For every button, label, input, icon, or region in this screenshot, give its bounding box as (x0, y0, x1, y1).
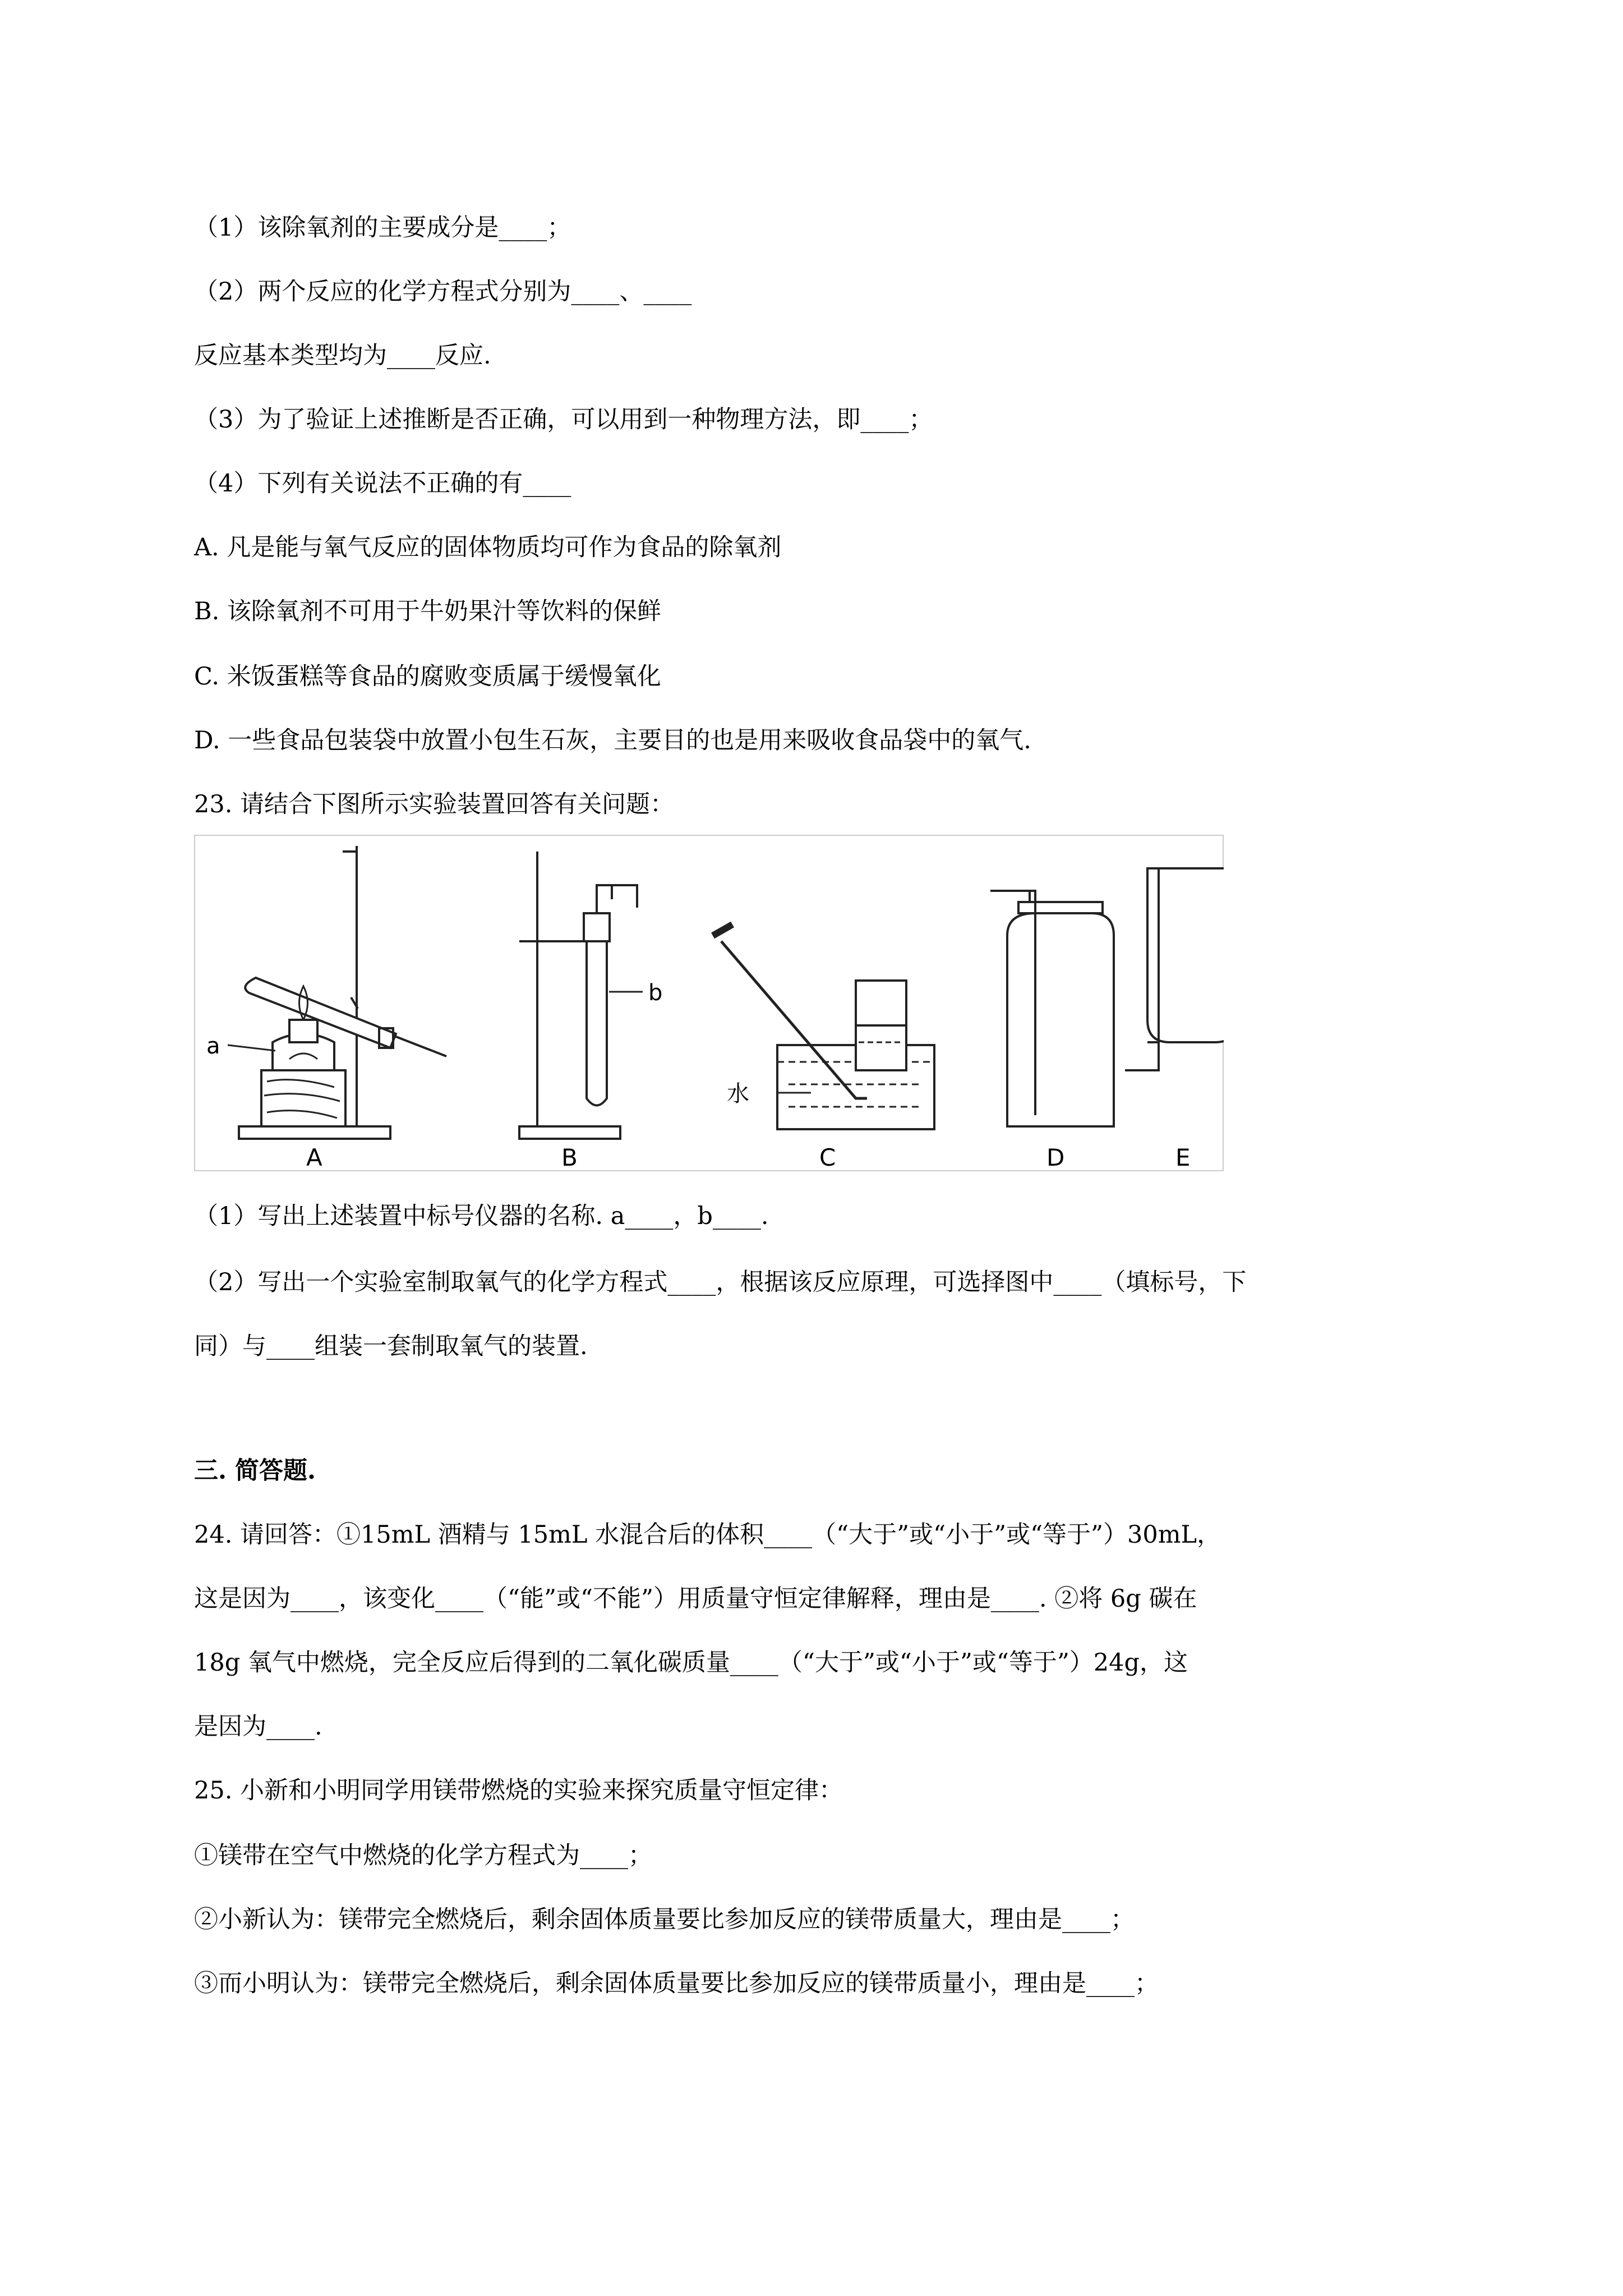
q23-part2: （2）写出一个实验室制取氧气的化学方程式____，根据该反应原理，可选择图中____（填标号，下 (194, 1268, 1247, 1296)
apparatus-figure (194, 835, 1224, 1171)
label-water: 水 (727, 1081, 749, 1107)
caption-a: A (306, 1144, 322, 1171)
wood-block (261, 1070, 345, 1126)
q22-part2-cont: 反应基本类型均为____反应. (194, 342, 491, 370)
caption-d: D (1046, 1144, 1065, 1171)
q23-part2-cont: 同）与____组装一套制取氧气的装置. (194, 1332, 588, 1360)
q22-option-b: B. 该除氧剂不可用于牛奶果汁等饮料的保鲜 (194, 597, 661, 625)
label-a: a (206, 1033, 220, 1059)
test-tube-b (584, 885, 637, 1106)
q24-line3: 18g 氧气中燃烧，完全反应后得到的二氧化碳质量____（“大于”或“小于”或“等于”）24g，这 (194, 1649, 1188, 1677)
q22-option-a: A. 凡是能与氧气反应的固体物质均可作为食品的除氧剂 (194, 533, 782, 562)
q23-part1: （1）写出上述装置中标号仪器的名称. a____，b____. (194, 1202, 769, 1230)
q25-part3: ③而小明认为：镁带完全燃烧后，剩余固体质量要比参加反应的镁带质量小，理由是____； (194, 1970, 1159, 1998)
q22-part1: （1）该除氧剂的主要成分是____； (194, 214, 571, 242)
q23-stem: 23. 请结合下图所示实验装置回答有关问题： (194, 790, 675, 818)
q22-option-c: C. 米饭蛋糕等食品的腐败变质属于缓慢氧化 (194, 662, 661, 691)
q24-line4: 是因为____. (194, 1713, 322, 1741)
q25-part2: ②小新认为：镁带完全燃烧后，剩余固体质量要比参加反应的镁带质量大，理由是____； (194, 1906, 1135, 1934)
apparatus-svg (194, 835, 1224, 1171)
apparatus-a (228, 846, 446, 1139)
caption-e: E (1175, 1144, 1191, 1171)
q25-part1: ①镁带在空气中燃烧的化学方程式为____； (194, 1842, 652, 1870)
apparatus-d (990, 891, 1114, 1126)
q22-part3: （3）为了验证上述推断是否正确，可以用到一种物理方法，即____； (194, 406, 933, 434)
caption-c: C (819, 1144, 836, 1171)
q22-part2: （2）两个反应的化学方程式分别为____、____ (194, 278, 692, 306)
q22-part4: （4）下列有关说法不正确的有____ (194, 470, 571, 498)
apparatus-b (519, 852, 643, 1139)
q25-stem: 25. 小新和小明同学用镁带燃烧的实验来探究质量守恒定律： (194, 1777, 843, 1805)
q24-line2: 这是因为____，该变化____（“能”或“不能”）用质量守恒定律解释，理由是____. ②将 6g 碳在 (194, 1585, 1197, 1613)
q22-option-d: D. 一些食品包装袋中放置小包生石灰，主要目的也是用来吸收食品袋中的氧气. (194, 726, 1031, 754)
apparatus-e (1125, 868, 1224, 1070)
q24-line1: 24. 请回答：①15mL 酒精与 15mL 水混合后的体积____（“大于”或“小于”或“等于”）30mL， (194, 1521, 1221, 1549)
label-b: b (648, 980, 663, 1006)
caption-b: B (561, 1144, 578, 1171)
section-title: 三. 简答题. (194, 1457, 316, 1485)
